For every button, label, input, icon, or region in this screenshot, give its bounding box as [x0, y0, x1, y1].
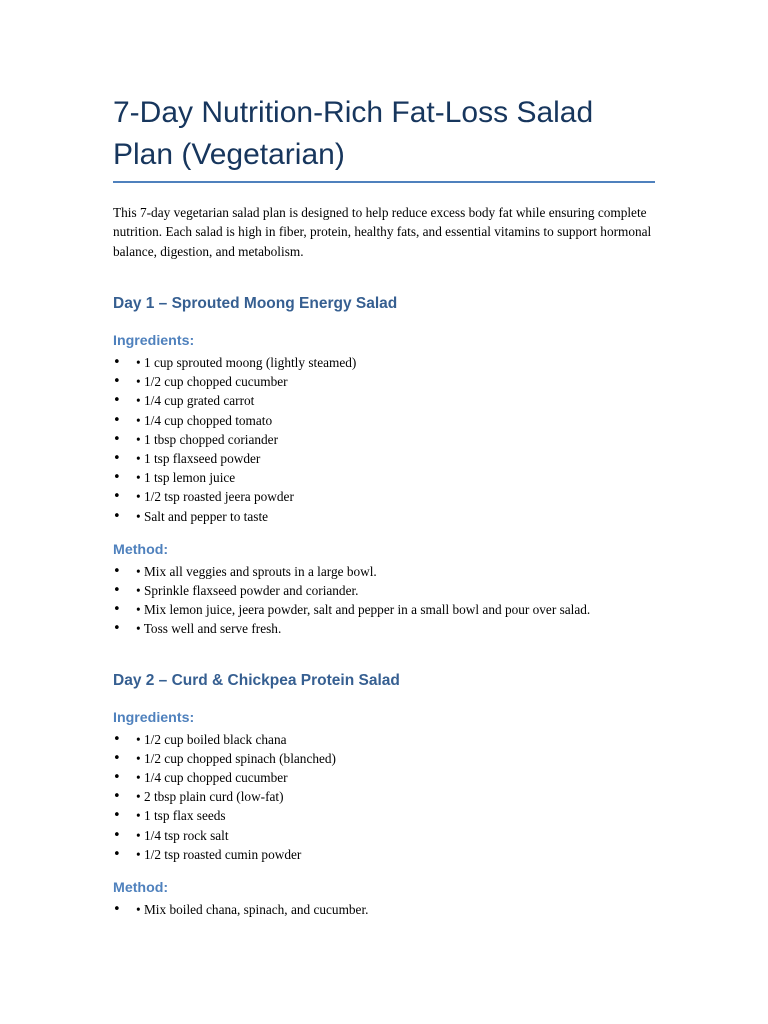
day-1-method-heading: Method: [113, 541, 169, 558]
list-item [113, 768, 655, 787]
day-1-ingredients-heading: Ingredients: [113, 332, 195, 349]
day-2-method-list [113, 900, 655, 919]
list-item-text: • 2 tbsp plain curd (low-fat) [136, 789, 284, 805]
list-item [113, 749, 655, 768]
document-content [113, 92, 655, 919]
list-item-text: • 1 tsp flaxseed powder [136, 450, 261, 466]
list-item [113, 900, 655, 919]
day-2-method-heading: Method: [113, 879, 169, 896]
bullet-icon: • [113, 827, 121, 843]
list-item [113, 430, 655, 449]
list-item-text: • Mix all veggies and sprouts in a large bowl. [136, 563, 377, 579]
list-item [113, 353, 655, 372]
list-item [113, 562, 655, 581]
list-item-text: • 1/4 cup chopped tomato [136, 412, 273, 428]
title-underline [113, 181, 655, 183]
bullet-icon: • [113, 508, 121, 524]
document-title: 7-Day Nutrition-Rich Fat-Loss Salad Plan (Vegetarian) [113, 96, 594, 171]
list-item [113, 845, 655, 864]
list-item [113, 600, 655, 619]
bullet-icon: • [113, 769, 121, 785]
bullet-icon: • [113, 354, 121, 370]
bullet-icon: • [113, 750, 121, 766]
day-1-section [113, 294, 655, 639]
list-item [113, 411, 655, 430]
bullet-icon: • [113, 901, 121, 917]
list-item [113, 391, 655, 410]
bullet-icon: • [113, 412, 121, 428]
bullet-icon: • [113, 431, 121, 447]
bullet-icon: • [113, 808, 121, 824]
day-2-section [113, 671, 655, 920]
list-item-text: • Salt and pepper to taste [136, 508, 269, 524]
bullet-icon: • [113, 846, 121, 862]
bullet-icon: • [113, 450, 121, 466]
list-item [113, 468, 655, 487]
list-item-text: • Toss well and serve fresh. [136, 621, 282, 637]
list-item [113, 581, 655, 600]
bullet-icon: • [113, 563, 121, 579]
list-item [113, 507, 655, 526]
list-item-text: • 1/2 cup boiled black chana [136, 731, 287, 747]
bullet-icon: • [113, 731, 121, 747]
day-1-ingredients-list [113, 353, 655, 526]
list-item-text: • 1 tbsp chopped coriander [136, 431, 279, 447]
list-item-text: • 1/2 tsp roasted cumin powder [136, 846, 302, 862]
bullet-icon: • [113, 374, 121, 390]
list-item-text: • 1/2 tsp roasted jeera powder [136, 489, 294, 505]
list-item-text: • 1/4 tsp rock salt [136, 827, 229, 843]
bullet-icon: • [113, 602, 121, 618]
day-2-ingredients-list [113, 730, 655, 864]
list-item [113, 826, 655, 845]
bullet-icon: • [113, 470, 121, 486]
list-item [113, 787, 655, 806]
day-1-method-list [113, 562, 655, 639]
list-item-text: • 1/4 cup grated carrot [136, 393, 255, 409]
bullet-icon: • [113, 789, 121, 805]
list-item [113, 372, 655, 391]
list-item-text: • Sprinkle flaxseed powder and coriander. [136, 582, 359, 598]
list-item [113, 619, 655, 638]
list-item-text: • 1 tsp lemon juice [136, 470, 236, 486]
list-item-text: • Mix lemon juice, jeera powder, salt and pepper in a small bowl and pour over salad. [136, 602, 591, 618]
list-item [113, 449, 655, 468]
list-item-text: • 1 tsp flax seeds [136, 808, 226, 824]
bullet-icon: • [113, 582, 121, 598]
list-item [113, 487, 655, 506]
list-item [113, 806, 655, 825]
bullet-icon: • [113, 489, 121, 505]
bullet-icon: • [113, 393, 121, 409]
day-1-heading: Day 1 – Sprouted Moong Energy Salad [113, 294, 398, 312]
day-2-ingredients-heading: Ingredients: [113, 709, 195, 726]
list-item-text: • Mix boiled chana, spinach, and cucumber. [136, 901, 369, 917]
list-item [113, 730, 655, 749]
list-item-text: • 1/4 cup chopped cucumber [136, 769, 288, 785]
intro-paragraph: This 7-day vegetarian salad plan is designed to help reduce excess body fat while ensuring complete nutrition. Each salad is high in fiber, protein, healthy fats, and essential vitamins to support hormonal balance, digestion, and metabolism. [113, 205, 652, 259]
list-item-text: • 1 cup sprouted moong (lightly steamed) [136, 354, 357, 370]
list-item-text: • 1/2 cup chopped spinach (blanched) [136, 750, 336, 766]
bullet-icon: • [113, 621, 121, 637]
day-2-heading: Day 2 – Curd & Chickpea Protein Salad [113, 671, 400, 689]
list-item-text: • 1/2 cup chopped cucumber [136, 374, 288, 390]
